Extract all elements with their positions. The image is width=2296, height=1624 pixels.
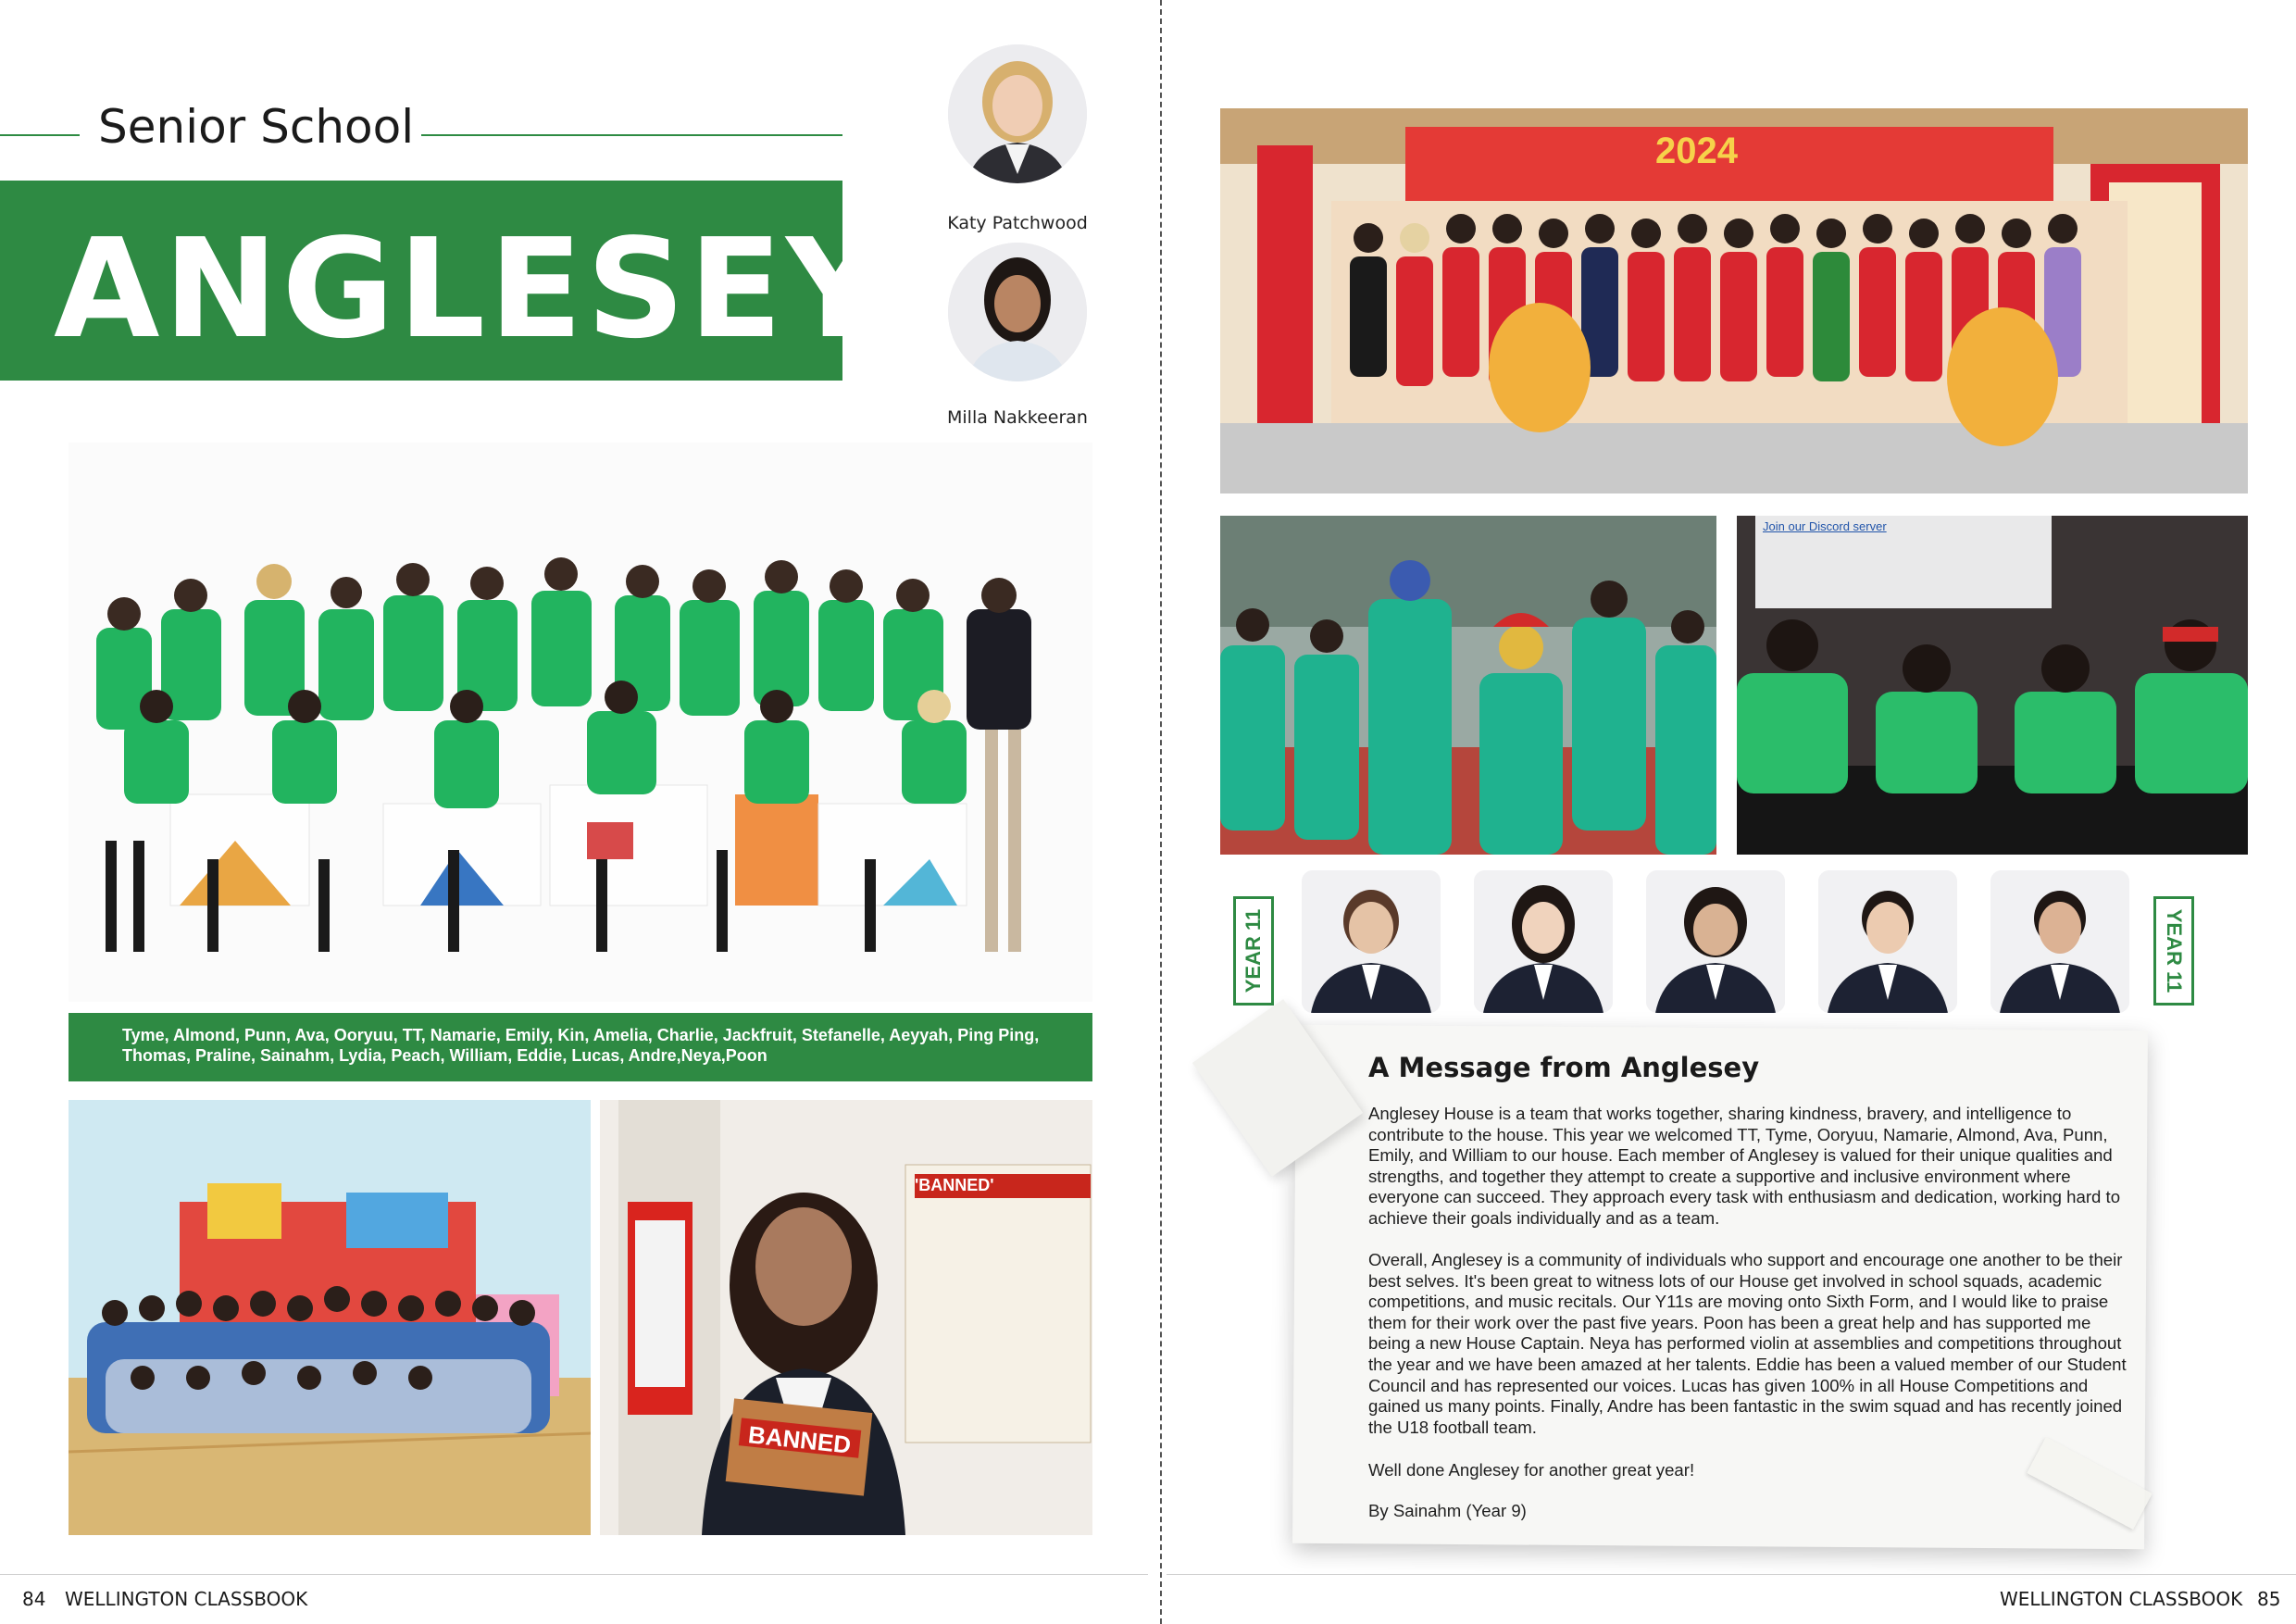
staff-name-katy: Katy Patchwood	[947, 213, 1088, 233]
new-year-sign-text: 2024	[1655, 131, 1738, 171]
new-year-photo	[1220, 108, 2248, 493]
banned-sign-text: 'BANNED'	[915, 1176, 994, 1194]
page-number-left: 84	[22, 1588, 46, 1610]
message-title: A Message from Anglesey	[1368, 1052, 1760, 1083]
year-11-tag-right	[2153, 896, 2194, 1006]
year-11-headshot-5	[1990, 870, 2129, 1013]
student-names-bar	[69, 1013, 1092, 1081]
student-names: Tyme, Almond, Punn, Ava, Ooryuu, TT, Namarie, Emily, Kin, Amelia, Charlie, Jackfruit, Stefanelle, Aeyyah, Ping Ping, Thomas, Praline, Sainahm, Lydia, Peach, William, Eddie, Lucas, Andre,Neya,Poon	[122, 1026, 1040, 1065]
year-11-headshot-2	[1474, 870, 1613, 1013]
sports-day-photo	[1220, 516, 1716, 855]
message-paragraph-1: Anglesey House is a team that works together, sharing kindness, bravery, and intelligence to contribute to the house. This year we welcomed TT, Tyme, Ooryuu, Namarie, Almond, Ava, Punn, Emily, and William to our house. Each member of Anglesey is valued for their unique qualities and strengths, and together they attempt to create a supportive and inclusive environment where everyone can succeed. They approach every task with enthusiasm and dedication, working hard to achieve their goals individually and as a team.	[1368, 1104, 2121, 1228]
house-group-photo	[69, 443, 1092, 1002]
publication-name-left: WELLINGTON CLASSBOOK	[65, 1588, 308, 1610]
footer-rule-right	[1167, 1574, 2296, 1575]
section-title: Senior School	[98, 100, 415, 154]
year-11-tag-left	[1233, 896, 1274, 1006]
year-11-headshot-3	[1646, 870, 1785, 1013]
year-11-headshot-4	[1818, 870, 1957, 1013]
footer-rule-left	[0, 1574, 1148, 1575]
banned-books-photo	[600, 1100, 1092, 1535]
year-11-tag-left-label: YEAR 11	[1242, 908, 1265, 993]
page-spine	[1160, 0, 1162, 1624]
title-rule-right	[421, 134, 842, 136]
staff-portrait-katy	[948, 44, 1087, 183]
title-rule-left	[0, 134, 80, 136]
presentation-photo	[1737, 516, 2248, 855]
message-closing: Well done Anglesey for another great year!	[1368, 1460, 1695, 1480]
message-signature: By Sainahm (Year 9)	[1368, 1501, 1527, 1520]
banned-book-text: BANNED	[746, 1420, 853, 1459]
page-number-right: 85	[2257, 1588, 2281, 1610]
house-name: ANGLESEY	[54, 209, 890, 369]
publication-name-right: WELLINGTON CLASSBOOK	[2000, 1588, 2243, 1610]
house-event-photo	[69, 1100, 591, 1535]
staff-name-milla: Milla Nakkeeran	[947, 407, 1088, 428]
staff-portrait-milla	[948, 243, 1087, 381]
year-11-headshot-1	[1302, 870, 1441, 1013]
message-paragraph-2: Overall, Anglesey is a community of individuals who support and encourage one another to be their best selves. It's been great to witness lots of our House get involved in school squads, academic competitions, and music recitals. Our Y11s are moving onto Sixth Form, and I would like to praise them for their work over the past five years. Poon has been a great help and has supported me being a new House Captain. Neya has performed violin at assemblies and competitions throughout the year and we have been amazed at her talents. Eddie has been a valued member of our Student Council and has represented our voices. Lucas has given 100% in all House Competitions and gained us many points. Finally, Andre has been fantastic in the swim squad and has recently joined the U18 football team.	[1368, 1250, 2127, 1437]
year-11-tag-right-label: YEAR 11	[2163, 908, 2186, 993]
discord-screen-text: Join our Discord server	[1763, 519, 1887, 533]
